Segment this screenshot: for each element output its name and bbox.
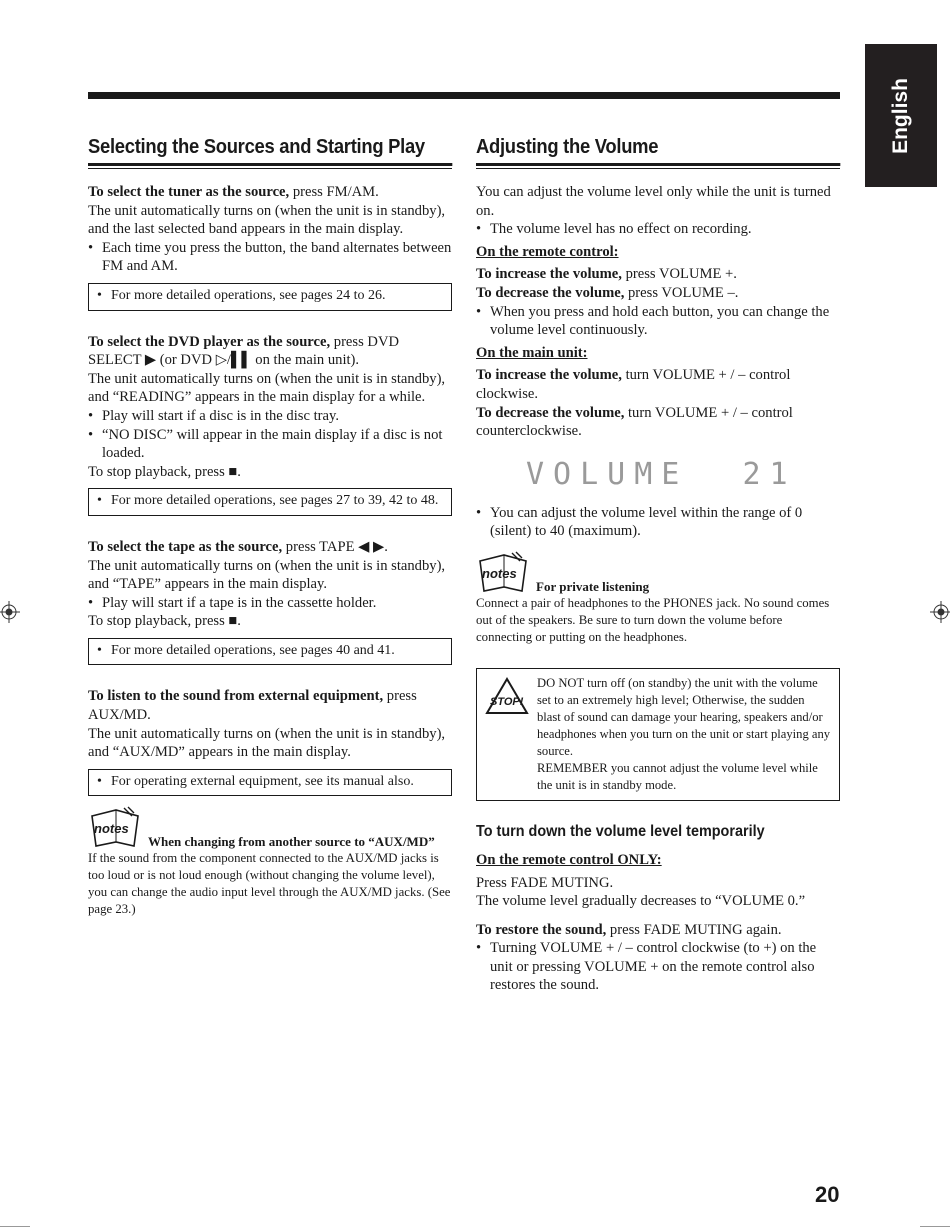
aux-body: The unit automatically turns on (when the unit is in standby), and “AUX/MD” appears in the main display. [88, 725, 446, 761]
notes-icon [88, 806, 142, 850]
dvd-reference-text: • For more detailed operations, see pages 27 to 39, 42 to 48. [97, 492, 443, 511]
aux-lead: To listen to the sound from external equipment, [88, 688, 384, 705]
aux-notes-heading: When changing from another source to “AUX/MD” [148, 834, 435, 850]
range-bullet: • You can adjust the volume level within the range of 0 (silent) to 40 (maximum). [476, 504, 840, 541]
language-tab-label: English [889, 77, 912, 154]
crop-mark [0, 1226, 30, 1227]
main-dec-lead: To decrease the volume, [476, 404, 625, 421]
tape-reference-text: • For more detailed operations, see pages 40 and 41. [97, 642, 443, 661]
remote-dec-rest: press VOLUME –. [624, 284, 739, 301]
caution-text: DO NOT turn off (on standby) the unit with the volume set to an extremely high level; Otherwise, the sudden blast of sound can damage your hearing, speakers and/or headphones when you turn on the unit or start playing any source. [537, 675, 831, 758]
caution-remember: REMEMBER you cannot adjust the volume level while the unit is in standby mode. [537, 760, 818, 792]
tape-lead: To select the tape as the source, [88, 538, 283, 555]
header-rule [88, 92, 840, 99]
notes-icon-label: notes [94, 821, 129, 837]
dvd-reference-box [88, 488, 452, 516]
right-column [476, 136, 840, 995]
language-tab [865, 44, 937, 187]
dvd-lead: To select the DVD player as the source, [88, 333, 331, 350]
remote-bullet: • When you press and hold each button, you can change the volume level continuously. [476, 303, 840, 340]
fade-line-2: The volume level gradually decreases to “VOLUME 0.” [476, 893, 806, 910]
tuner-lead: To select the tuner as the source, [88, 184, 290, 200]
tuner-reference-box [88, 283, 452, 311]
stop-icon-label: STOP! [490, 695, 524, 708]
notes-icon [476, 551, 530, 595]
restore-rest: press FADE MUTING again. [606, 921, 782, 938]
registration-mark-right [930, 601, 950, 623]
tape-body: The unit automatically turns on (when the unit is in standby), and “TAPE” appears in the main display. [88, 557, 446, 593]
remote-inc-rest: press VOLUME +. [621, 266, 737, 283]
tuner-block [88, 183, 452, 311]
main-dec-rest: turn VOLUME + / – control counterclockwise. [476, 404, 793, 440]
fade-subheading: On the remote control ONLY: [476, 851, 662, 868]
tape-block [88, 538, 452, 666]
volume-intro: You can adjust the volume level only while the unit is turned on. [476, 184, 831, 219]
tape-stop: To stop playback, press ■. [88, 613, 241, 630]
remote-inc-lead: To increase the volume, [476, 266, 622, 283]
dvd-body: The unit automatically turns on (when the unit is in standby), and “READING” appears in the main display for a while. [88, 370, 446, 406]
volume-intro-bullet: • The volume level has no effect on recording. [476, 220, 840, 239]
section-title-sources: Selecting the Sources and Starting Play [88, 136, 452, 166]
dvd-lead-rest: press DVD SELECT ▶ (or DVD ▷/▌▌ on the main unit). [88, 333, 400, 369]
aux-block [88, 687, 452, 796]
remote-dec-lead: To decrease the volume, [476, 284, 625, 301]
tuner-body: The unit automatically turns on (when the unit is in standby), and the last selected band appears in the main display. [88, 202, 446, 238]
volume-display: VOLUME 21 [526, 456, 797, 492]
tape-reference-box [88, 638, 452, 666]
stop-warning-icon [485, 677, 529, 715]
fade-line-1: Press FADE MUTING. [476, 874, 614, 891]
aux-reference-text: • For operating external equipment, see its manual also. [97, 773, 443, 792]
private-listening-notes [476, 551, 840, 646]
dvd-block [88, 333, 452, 516]
fade-heading: To turn down the volume level temporarily [476, 822, 765, 840]
remote-heading: On the remote control: [476, 243, 619, 260]
crop-mark [920, 1226, 950, 1227]
tuner-reference-text: • For more detailed operations, see pages 24 to 26. [97, 287, 443, 306]
tape-bullet: • Play will start if a tape is in the cassette holder. [88, 594, 452, 613]
aux-notes-body: If the sound from the component connected to the AUX/MD jacks is too loud or is not loud enough (without changing the volume level), you can change the audio input level through the AUX/MD jacks. (See page 23.) [88, 851, 451, 917]
private-listening-heading: For private listening [536, 578, 650, 594]
tuner-lead-rest: press FM/AM. [289, 184, 379, 200]
section-title-volume: Adjusting the Volume [476, 136, 840, 166]
aux-notes [88, 806, 452, 918]
left-column [88, 136, 452, 918]
restore-lead: To restore the sound, [476, 921, 607, 938]
tape-lead-rest: press TAPE ◀ ▶. [282, 538, 388, 555]
aux-lead-rest: press AUX/MD. [88, 688, 417, 724]
caution-box [476, 668, 840, 801]
restore-bullet: • Turning VOLUME + / – control clockwise (to +) on the unit or pressing VOLUME + on the remote control also restores the sound. [476, 939, 840, 995]
section-rule [88, 168, 452, 169]
dvd-bullet-1: • Play will start if a disc is in the disc tray. [88, 407, 452, 426]
main-inc-lead: To increase the volume, [476, 367, 622, 384]
main-unit-heading: On the main unit: [476, 344, 588, 361]
private-listening-body: Connect a pair of headphones to the PHONES jack. No sound comes out of the speakers. Be sure to turn down the volume before connecting or putting on the headphones. [476, 595, 830, 644]
aux-reference-box [88, 769, 452, 797]
section-rule [476, 168, 840, 169]
tuner-bullet: • Each time you press the button, the band alternates between FM and AM. [88, 239, 452, 276]
page-number: 20 [815, 1182, 840, 1207]
dvd-bullet-2: • “NO DISC” will appear in the main display if a disc is not loaded. [88, 426, 452, 463]
main-inc-rest: turn VOLUME + / – control clockwise. [476, 367, 791, 402]
notes-icon-label: notes [482, 565, 517, 581]
dvd-stop: To stop playback, press ■. [88, 463, 241, 480]
registration-mark-left [0, 601, 20, 623]
